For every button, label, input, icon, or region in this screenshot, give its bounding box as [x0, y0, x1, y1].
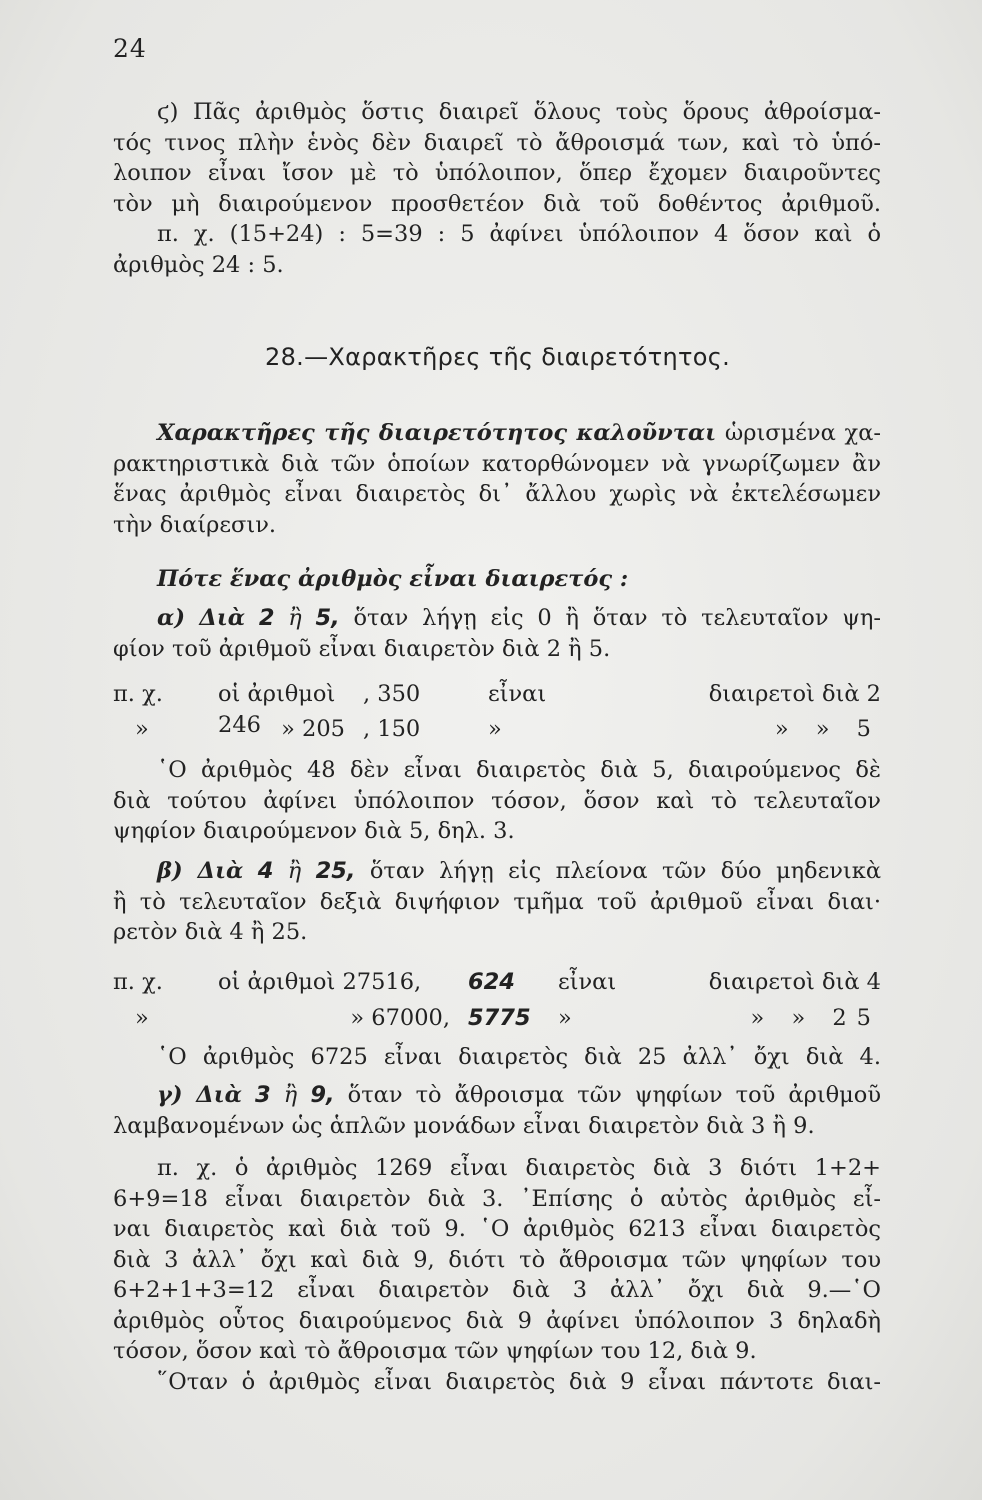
question-text: Πότε ἕνας ἀριθμὸς εἶναι διαιρετός :	[157, 566, 629, 592]
text-line: ἀριθμὸς 24 : 5.	[113, 251, 284, 278]
rule-label: γ) Διὰ	[157, 1082, 242, 1108]
example-cell: 5775	[468, 1005, 531, 1031]
text-line	[113, 418, 881, 449]
example-cell: διαιρετοὶ διὰ 2	[708, 681, 881, 707]
text-fragment: ὅταν τὸ ἄθροισμα τῶν ψηφίων τοῦ ἀριθμοῦ	[347, 1082, 882, 1108]
example-row	[113, 967, 881, 998]
text-line: ψηφίον διαιρούμενον διὰ 5, δηλ. 3.	[113, 818, 515, 844]
text-line: ῾Ο ἀριθμὸς 48 δὲν εἶναι διαιρετὸς διὰ 5, διαιρούμενος δὲ	[157, 757, 881, 783]
example-cell: οἱ ἀριθμοὶ 27516,	[218, 969, 422, 995]
example-row	[113, 714, 881, 745]
text-line: ἢ τὸ τελευταῖον δεξιὰ διψήφιον τμῆμα τοῦ ἀριθμοῦ εἶναι διαι·	[113, 888, 881, 915]
example-cell: » 205	[281, 716, 345, 742]
text-line: ῾Ο ἀριθμὸς 6725 εἶναι διαιρετὸς διὰ 25 ἀλλ᾿ ὄχι διὰ 4.	[157, 1044, 881, 1070]
text-line: ἕνας ἀριθμὸς εἶναι διαιρετὸς δι᾿ ἄλλου χωρὶς νὰ ἐκτελέσωμεν	[113, 481, 881, 507]
example-cell: »	[558, 1005, 572, 1031]
rule-c-examples	[113, 1153, 881, 1397]
rule-number: 2	[258, 605, 275, 631]
rule-c	[113, 1080, 881, 1141]
text-line: ῞Οταν ὁ ἀριθμὸς εἶναι διαιρετὸς διὰ 9 εἶναι πάντοτε διαι-	[157, 1368, 881, 1395]
text-fragment: ὡρισμένα χα-	[724, 420, 881, 446]
text-line	[113, 603, 881, 634]
text-line: ρετὸν διὰ 4 ἢ 25.	[113, 919, 308, 945]
text-line: ναι διαιρετὸς καὶ διὰ τοῦ 9. ῾Ο ἀριθμὸς 6213 εἶναι διαιρετὸς	[113, 1216, 881, 1242]
question-line	[113, 564, 881, 595]
rule-number: 3	[255, 1082, 271, 1108]
example-cell: εἶναι	[558, 969, 617, 995]
example-cell: »	[488, 716, 502, 742]
rule-or: ἢ	[287, 858, 302, 884]
example-cell: εἶναι	[488, 681, 547, 707]
text-line: 6+2+1+3=12 εἶναι διαιρετὸν διὰ 3 ἀλλ᾿ ὄχι διὰ 9.—῾Ο	[113, 1277, 881, 1303]
text-line: λοιπον εἶναι ἴσον μὲ τὸ ὑπόλοιπον, ὅπερ ἔχομεν διαιροῦντες	[113, 160, 881, 186]
example-cell: » » 5	[774, 716, 881, 742]
example-cell: 624	[468, 969, 515, 995]
page-number: 24	[113, 34, 147, 63]
rule-or: ἢ	[288, 605, 302, 631]
example-cell: διαιρετοὶ διὰ 4	[708, 969, 881, 995]
text-line: διὰ τούτου ἀφίνει ὑπόλοιπον τόσον, ὅσον καὶ τὸ τελευταῖον	[113, 787, 881, 814]
text-line: διὰ 3 ἀλλ᾿ ὄχι καὶ διὰ 9, διότι τὸ ἄθροισμα τῶν ψηφίων του	[113, 1246, 881, 1273]
rule-number: 5,	[315, 605, 340, 631]
text-line: φίον τοῦ ἀριθμοῦ εἶναι διαιρετὸν διὰ 2 ἢ 5.	[113, 635, 611, 662]
text-line: τὴν διαίρεσιν.	[113, 511, 277, 538]
example-cell: » » 25	[750, 1005, 881, 1031]
rule-a	[113, 603, 881, 664]
text-line	[113, 1080, 881, 1111]
rule-label: β) Διὰ	[157, 858, 244, 884]
example-cell: , 150	[363, 716, 421, 742]
example-cell: » 67000,	[350, 1005, 450, 1031]
definition-paragraph	[113, 418, 881, 540]
example-cell: π. χ.	[113, 969, 163, 995]
text-line	[113, 856, 881, 887]
section-s	[113, 97, 881, 280]
rule-number: 4	[257, 858, 274, 884]
rule-a-note	[113, 755, 881, 847]
example-cell: »	[135, 1005, 149, 1031]
example-cell: »	[135, 716, 149, 742]
example-row	[113, 1003, 881, 1034]
text-line: 6+9=18 εἶναι διαιρετὸν διὰ 3. ᾿Επίσης ὁ αὐτὸς ἀριθμὸς εἶ-	[113, 1185, 881, 1212]
text-line: ϛ) Πᾶς ἀριθμὸς ὅστις διαιρεῖ ὅλους τοὺς ὅρους ἀθροίσμα-	[157, 99, 881, 125]
rule-number: 9,	[310, 1082, 335, 1108]
text-line: π. χ. ὁ ἀριθμὸς 1269 εἶναι διαιρετὸς διὰ 3 διότι 1+2+	[157, 1155, 881, 1181]
text-fragment: ὅταν λήγῃ εἰς πλείονα τῶν δύο μηδενικὰ	[369, 858, 882, 884]
example-cell: οἱ ἀριθμοὶ 246	[218, 681, 336, 738]
example-cell: π. χ.	[113, 681, 163, 707]
text-line: π. χ. (15+24) : 5=39 : 5 ἀφίνει ὑπόλοιπον 4 ὅσον καὶ ὁ	[157, 221, 881, 247]
rule-label: α) Διὰ	[157, 605, 246, 631]
section-heading: 28.—Χαρακτῆρες τῆς διαιρετότητος.	[265, 343, 731, 371]
text-line: τὸν μὴ διαιρούμενον προσθετέον διὰ τοῦ δοθέντος ἀριθμοῦ.	[113, 190, 881, 217]
text-line: λαμβανομένων ὡς ἁπλῶν μονάδων εἶναι διαιρετὸν διὰ 3 ἢ 9.	[113, 1112, 815, 1139]
rule-number: 25,	[315, 858, 356, 884]
rule-b-note	[113, 1042, 881, 1073]
text-line: τός τινος πλὴν ἑνὸς δὲν διαιρεῖ τὸ ἄθροισμά των, καὶ τὸ ὑπό-	[113, 129, 881, 156]
defined-term: Χαρακτῆρες τῆς διαιρετότητος καλοῦνται	[157, 420, 717, 446]
example-cell: , 350	[363, 681, 421, 707]
rule-b	[113, 856, 881, 948]
text-fragment: ὅταν λήγῃ εἰς 0 ἢ ὅταν τὸ τελευταῖον ψη-	[353, 605, 881, 631]
text-line: τόσον, ὅσον καὶ τὸ ἄθροισμα τῶν ψηφίων του 12, διὰ 9.	[113, 1338, 757, 1364]
text-line: ρακτηριστικὰ διὰ τῶν ὁποίων κατορθώνομεν νὰ γνωρίζωμεν ἂν	[113, 450, 881, 477]
rule-or: ἢ	[283, 1082, 298, 1108]
text-line: ἀριθμὸς οὗτος διαιρούμενος διὰ 9 ἀφίνει ὑπόλοιπον 3 δηλαδὴ	[113, 1307, 881, 1334]
